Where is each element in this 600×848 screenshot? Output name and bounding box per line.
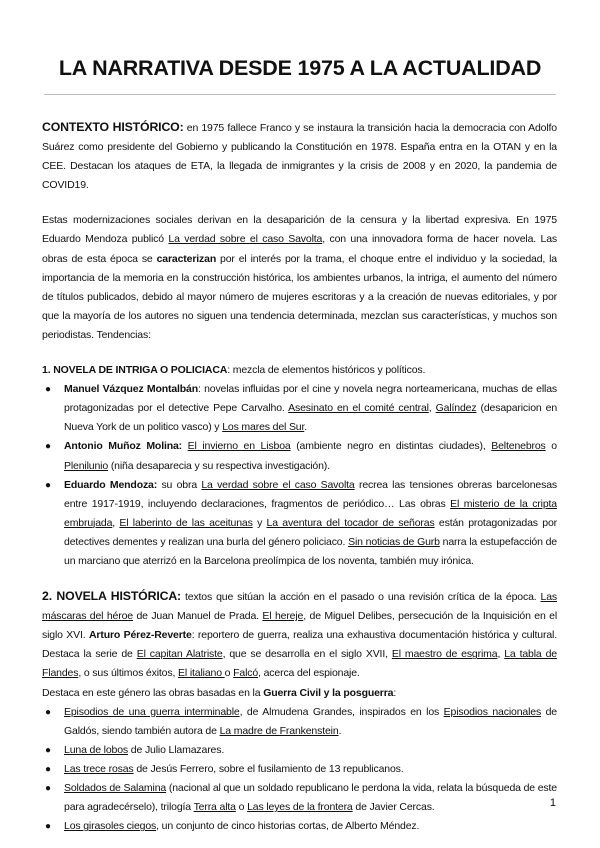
work-title: Los girasoles ciegos	[64, 820, 157, 833]
list-item	[42, 437, 557, 475]
item-text: , un conjunto de cinco historias cortas, de Alberto Méndez.	[156, 820, 420, 833]
intro-paragraph	[42, 211, 557, 345]
item-text: o	[235, 801, 248, 814]
keyword: Guerra Civil y la posguerra	[263, 686, 394, 699]
section2-text: ,	[497, 648, 505, 661]
list-item	[42, 380, 557, 437]
work-title: Episodios de una guerra interminable	[64, 705, 240, 718]
guerra-line	[42, 684, 557, 703]
intro-text: Estas modernizaciones sociales derivan en la desaparición de la censura y la libertad expresiva. En 1975 Eduardo Mendoza publicó	[42, 214, 557, 246]
item-text: , de Almudena Grandes, inspirados en los	[239, 705, 444, 718]
section2-text: o	[224, 667, 234, 680]
bullet-icon: ●	[45, 384, 51, 396]
item-text: de Jesús Ferrero, sobre el fusilamiento de 13 republicanos.	[133, 762, 404, 775]
work-title: El italiano	[178, 667, 225, 680]
work-title: El invierno en Lisboa	[187, 440, 291, 453]
section1-list	[42, 380, 557, 571]
work-title: El hereje	[262, 610, 304, 623]
work-title: La verdad sobre el caso Savolta	[168, 233, 323, 246]
work-title: Las leyes de la frontera	[247, 801, 353, 814]
bullet-icon: ●	[45, 783, 51, 794]
work-title: Las máscaras del héroe	[42, 591, 557, 623]
section2-text: : reportero de guerra, realiza una exhaustiva documentación histórica y cultural. Destaca la serie de	[42, 629, 557, 661]
item-text: están protagonizadas por detectives dementes y realizan una burla del género policiaco.	[64, 516, 557, 548]
item-text: y	[252, 516, 267, 529]
section1-heading-line	[42, 361, 557, 380]
section2-paragraph	[42, 587, 557, 683]
item-text: recrea las tensiones obreras barcelonesas entre 1917-1919, incluyendo declaraciones, fragmentos de periódico… Las obras	[64, 478, 557, 510]
work-title: Galíndez	[435, 402, 477, 415]
guerra-text: Destaca en este género las obras basadas en la	[42, 686, 264, 699]
section2-text: , acerca del espionaje.	[258, 667, 360, 680]
item-text: narra la estupefacción de un marciano que aterrizó en la Barcelona preolímpica de los noventa, también muy irónica.	[64, 535, 557, 567]
intro-text: , con una innovadora forma de hacer novela. Las obras de esta época se	[42, 233, 557, 265]
item-text: de Julio Llamazares.	[128, 743, 225, 756]
work-title: La aventura del tocador de señoras	[266, 516, 435, 529]
page-title: LA NARRATIVA DESDE 1975 A LA ACTUALIDAD	[58, 56, 542, 80]
work-title: Soldados de Salamina	[64, 782, 167, 794]
item-text: .	[338, 724, 342, 737]
work-title: Los mares del Sur	[222, 421, 305, 434]
section2-text: textos que sitúan la acción en el pasado o una revisión crítica de la época.	[181, 591, 541, 604]
work-title: Episodios nacionales	[443, 705, 542, 718]
bullet-icon: ●	[45, 441, 51, 453]
list-item	[42, 779, 557, 817]
work-title: Beltenebros	[491, 440, 546, 453]
work-title: Terra alta	[193, 801, 236, 814]
work-title: La verdad sobre el caso Savolta	[201, 478, 355, 491]
bullet-icon: ●	[45, 479, 51, 491]
section1-text: : mezcla de elementos históricos y políticos.	[227, 364, 426, 377]
work-title: La tabla de Flandes	[42, 648, 557, 680]
work-title: El capitan Alatriste	[136, 648, 223, 661]
intro-text: por el interés por la trama, el choque entre el individuo y la sociedad, la importancia de la memoria en la construcción histórica, los ambientes urbanos, la intriga, el aumento del número de títulos publicados, debido al mayor número de mujeres escritoras y a la creación de nuevas editoriales, y por que la mayoría de los autores no siguen una tendencia determinada, mezclan sus características, y muchos son periodistas. Tendencias:	[42, 252, 557, 341]
section2-list	[42, 703, 557, 837]
list-item	[42, 817, 557, 836]
item-text: ,	[428, 402, 436, 415]
item-text: o	[545, 440, 557, 453]
item-text: de Galdós, siendo también autora de	[64, 705, 557, 737]
guerra-text: :	[393, 686, 397, 699]
item-text: ,	[112, 516, 120, 529]
keyword: caracterizan	[156, 252, 217, 265]
document-body	[42, 118, 557, 836]
work-title: Asesinato en el comité central	[288, 402, 429, 415]
section2-heading: 2. NOVELA HISTÓRICA:	[42, 589, 182, 604]
author-name: Antonio Muñoz Molina:	[64, 440, 183, 453]
bullet-icon: ●	[45, 706, 51, 718]
item-text: (niña desaparecia y su respectiva investigación).	[108, 459, 330, 472]
work-title: Las trece rosas	[64, 762, 134, 775]
item-text: de Javier Cercas.	[352, 801, 435, 814]
work-title: Falcó	[233, 667, 259, 680]
bullet-icon: ●	[45, 744, 51, 756]
work-title: Luna de lobos	[64, 743, 129, 756]
item-text: .	[304, 421, 308, 434]
section1-heading: 1. NOVELA DE INTRIGA O POLICIACA	[42, 364, 228, 377]
contexto-text: en 1975 fallece Franco y se instaura la transición hacia la democracia con Adolfo Suárez como presidente del Gobierno y publicando la Constitución en 1978. España entra en la OTAN y en la CEE. Destacan los ataques de ETA, la llegada de inmigrantes y la crisis de 2008 y en 2020, la pandemia de COVID19.	[42, 122, 557, 192]
bullet-icon: ●	[45, 821, 51, 833]
work-title: El laberinto de las aceitunas	[119, 516, 253, 529]
list-item	[42, 703, 557, 741]
section2-text: , o sus últimos éxitos,	[78, 667, 179, 680]
item-text: su obra	[157, 478, 202, 491]
section2-text: de Juan Manuel de Prada.	[132, 610, 263, 623]
work-title: La madre de Frankenstein	[219, 724, 339, 737]
list-item	[42, 760, 557, 779]
item-text: (ambiente negro en distintas ciudades),	[290, 440, 492, 453]
contexto-paragraph	[42, 118, 557, 195]
item-text: (nacional al que un soldado republicano le perdona la vida, relata la búsqueda de este para agradecérselo), trilogía	[64, 782, 557, 814]
author-name: Manuel Vázquez Montalbán	[64, 383, 198, 396]
author-name: Arturo Pérez-Reverte	[88, 629, 192, 642]
author-name: Eduardo Mendoza:	[64, 478, 158, 491]
contexto-heading: CONTEXTO HISTÓRICO:	[42, 120, 184, 134]
item-text: (desaparicion en Nueva York de un politico vasco) y	[64, 402, 558, 434]
work-title: Plenilunio	[64, 459, 109, 472]
title-divider	[44, 94, 556, 95]
list-item	[42, 741, 557, 760]
page-number: 1	[549, 797, 556, 809]
section2-text: , que se desarrolla en el siglo XVII,	[222, 648, 392, 661]
item-text: : novelas influidas por el cine y novela negra norteamericana, muchas de ellas protagonizadas por el detective Pepe Carvalho.	[64, 383, 557, 415]
bullet-icon: ●	[45, 763, 51, 775]
work-title: Sin noticias de Gurb	[348, 535, 440, 548]
work-title: El misterio de la cripta embrujada	[64, 497, 557, 529]
list-item	[42, 476, 557, 571]
work-title: El maestro de esgrima	[391, 648, 498, 661]
section2-text: , de Miguel Delibes, persecución de la Inquisición en el siglo XVI.	[42, 610, 558, 642]
